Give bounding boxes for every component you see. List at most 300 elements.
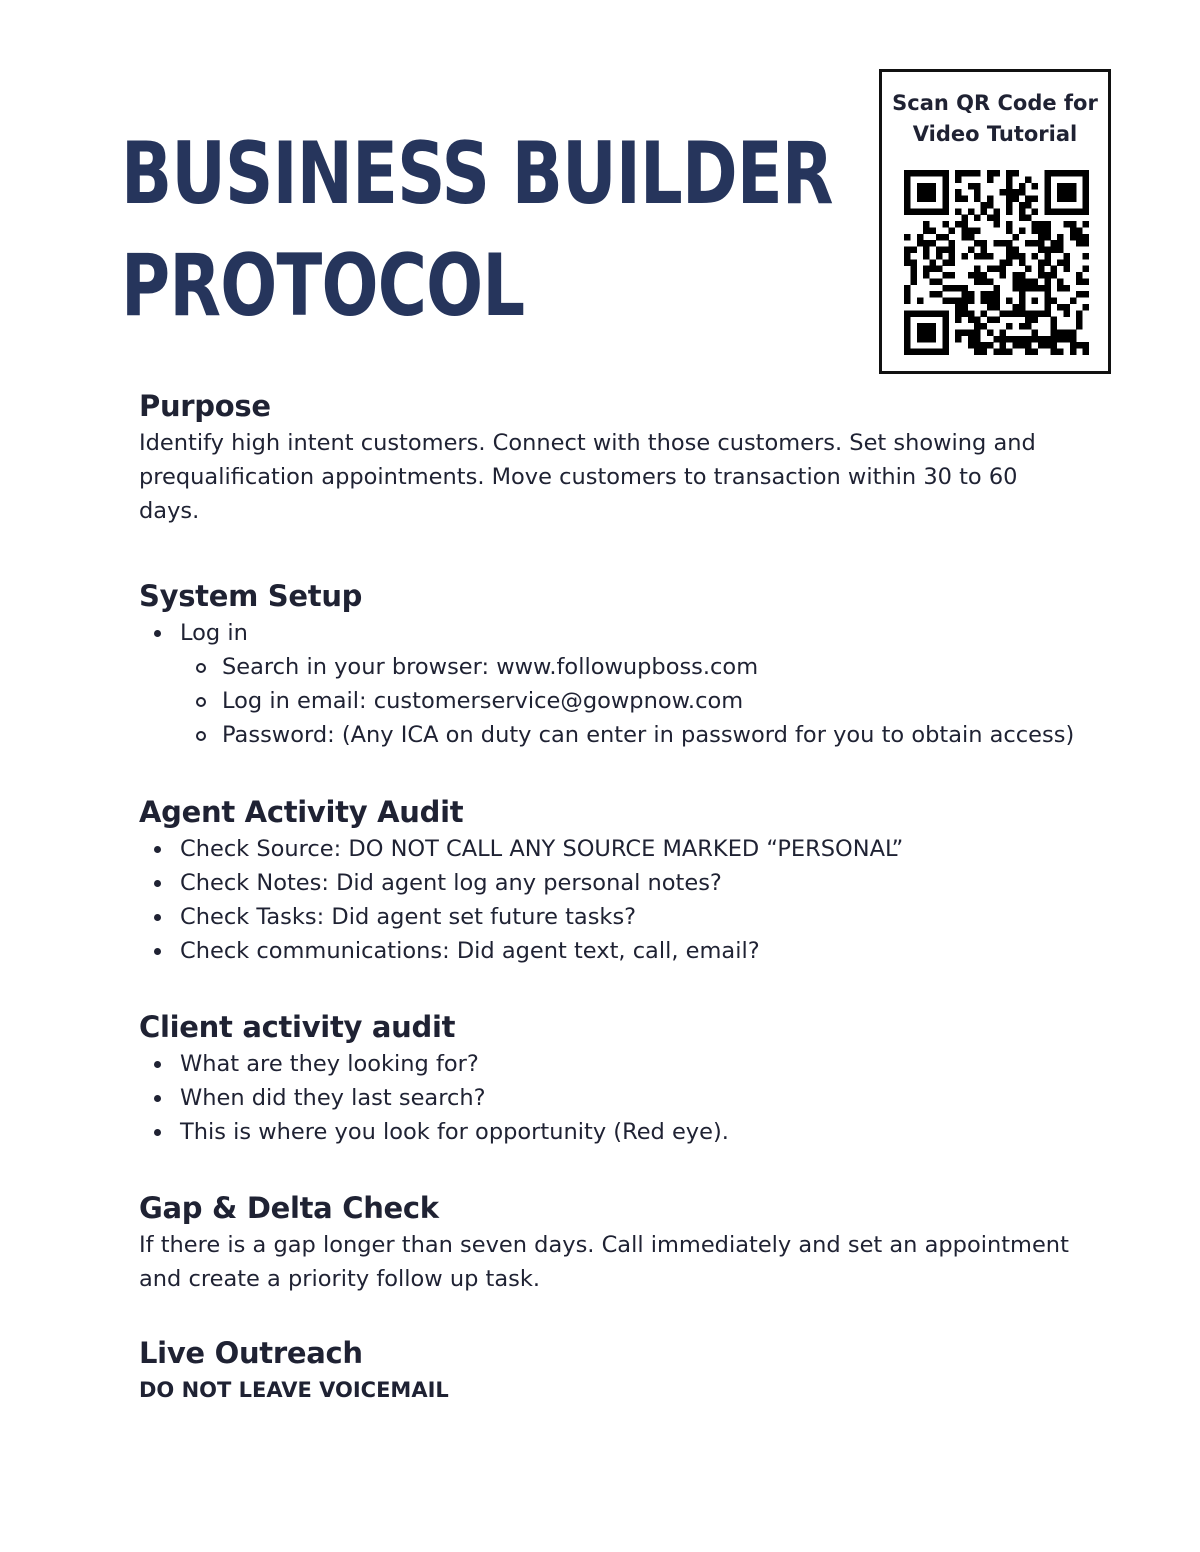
qr-module: [1025, 240, 1032, 247]
qr-module: [930, 189, 937, 196]
list-item: When did they last search?: [139, 1081, 1079, 1115]
qr-module: [1057, 196, 1064, 203]
qr-module: [942, 329, 949, 336]
client-audit-list: [139, 1047, 1079, 1149]
qr-module: [974, 196, 981, 203]
qr-module: [1076, 342, 1083, 349]
qr-module: [936, 291, 943, 298]
qr-module: [904, 329, 911, 336]
qr-module: [1025, 323, 1032, 330]
qr-module: [955, 304, 962, 311]
qr-module: [910, 266, 917, 273]
qr-module: [961, 291, 968, 298]
qr-module: [955, 189, 962, 196]
qr-module: [1083, 291, 1089, 298]
qr-module: [987, 291, 994, 298]
qr-module: [1019, 310, 1026, 317]
qr-module: [1070, 336, 1077, 343]
qr-module: [1063, 189, 1070, 196]
qr-module: [974, 317, 981, 324]
qr-module: [1051, 349, 1058, 355]
qr-module: [968, 298, 975, 305]
qr-module: [961, 310, 968, 317]
qr-module: [1063, 253, 1070, 260]
qr-module: [1006, 240, 1013, 247]
qr-module: [1083, 189, 1089, 196]
qr-module: [923, 272, 930, 279]
qr-module: [1038, 272, 1045, 279]
qr-module: [961, 304, 968, 311]
qr-module: [942, 189, 949, 196]
qr-module: [993, 291, 1000, 298]
qr-module: [974, 266, 981, 273]
qr-module: [1012, 342, 1019, 349]
qr-module: [904, 208, 911, 215]
qr-module: [1025, 310, 1032, 317]
qr-module: [1044, 234, 1051, 241]
qr-module: [936, 349, 943, 355]
qr-module: [1083, 170, 1089, 177]
qr-module: [1063, 259, 1070, 266]
qr-module: [1012, 272, 1019, 279]
qr-module: [1012, 247, 1019, 254]
qr-module: [974, 253, 981, 260]
qr-module: [993, 304, 1000, 311]
qr-module: [930, 291, 937, 298]
qr-module: [1032, 349, 1039, 355]
qr-module: [955, 329, 962, 336]
qr-module: [1032, 285, 1039, 292]
qr-module: [1044, 221, 1051, 228]
qr-module: [961, 253, 968, 260]
qr-module: [955, 310, 962, 317]
gap-check-heading: Gap & Delta Check: [139, 1191, 439, 1225]
qr-module: [1012, 196, 1019, 203]
qr-module: [1044, 259, 1051, 266]
qr-module: [936, 234, 943, 241]
qr-module: [949, 272, 956, 279]
qr-module: [1070, 298, 1077, 305]
client-activity-audit-section: [139, 1007, 1079, 1149]
qr-module: [1076, 240, 1083, 247]
qr-module: [1000, 342, 1007, 349]
qr-module: [923, 266, 930, 273]
qr-module: [961, 285, 968, 292]
qr-module: [987, 266, 994, 273]
qr-module: [1051, 247, 1058, 254]
qr-module: [1006, 227, 1013, 234]
qr-module: [910, 278, 917, 285]
qr-module: [981, 291, 988, 298]
qr-module: [942, 310, 949, 317]
qr-module: [1019, 189, 1026, 196]
qr-module: [904, 342, 911, 349]
gap-check-text: If there is a gap longer than seven days. Call immediately and set an appointment and create a priority follow up task.: [139, 1232, 1069, 1292]
qr-module: [930, 323, 937, 330]
qr-module: [974, 336, 981, 343]
qr-module: [987, 342, 994, 349]
qr-module: [930, 240, 937, 247]
qr-module: [949, 285, 956, 292]
qr-module: [1051, 272, 1058, 279]
qr-module: [1012, 253, 1019, 260]
qr-module: [910, 310, 917, 317]
qr-module: [942, 349, 949, 355]
qr-module: [904, 183, 911, 190]
qr-module: [961, 298, 968, 305]
qr-module: [974, 323, 981, 330]
qr-module: [955, 285, 962, 292]
qr-module: [1006, 189, 1013, 196]
qr-module: [923, 240, 930, 247]
agent-activity-audit-section: [139, 792, 1079, 968]
qr-module: [1044, 310, 1051, 317]
qr-module: [917, 240, 924, 247]
system-setup-list: [139, 616, 1079, 752]
page-title-line-1: BUSINESS BUILDER: [121, 124, 833, 224]
qr-module: [981, 247, 988, 254]
qr-module: [923, 189, 930, 196]
qr-module: [1083, 202, 1089, 209]
qr-module: [942, 317, 949, 324]
qr-module: [1012, 170, 1019, 177]
qr-module: [942, 298, 949, 305]
qr-code-panel: [879, 69, 1111, 374]
qr-module: [974, 240, 981, 247]
qr-module: [942, 221, 949, 228]
qr-module: [987, 170, 994, 177]
qr-module: [1000, 349, 1007, 355]
qr-module: [923, 336, 930, 343]
qr-module: [1000, 189, 1007, 196]
qr-module: [1070, 342, 1077, 349]
qr-module: [955, 221, 962, 228]
qr-module: [1006, 298, 1013, 305]
qr-module: [1076, 323, 1083, 330]
qr-module: [1006, 202, 1013, 209]
qr-module: [1006, 323, 1013, 330]
qr-module: [1076, 291, 1083, 298]
qr-module: [961, 215, 968, 222]
qr-module: [1032, 317, 1039, 324]
qr-module: [1044, 202, 1051, 209]
qr-module: [1038, 285, 1045, 292]
qr-module: [930, 170, 937, 177]
qr-module: [1083, 208, 1089, 215]
qr-module: [910, 247, 917, 254]
qr-module: [974, 170, 981, 177]
qr-module: [1019, 323, 1026, 330]
qr-module: [1063, 336, 1070, 343]
qr-module: [1000, 240, 1007, 247]
qr-module: [1076, 310, 1083, 317]
qr-module: [1019, 227, 1026, 234]
qr-module: [1006, 196, 1013, 203]
qr-module: [974, 189, 981, 196]
qr-module: [949, 240, 956, 247]
qr-module: [1083, 234, 1089, 241]
qr-module: [1025, 336, 1032, 343]
qr-module: [1019, 183, 1026, 190]
qr-module: [1019, 336, 1026, 343]
qr-module: [1032, 183, 1039, 190]
qr-module: [1019, 285, 1026, 292]
qr-module: [1019, 342, 1026, 349]
qr-module: [942, 342, 949, 349]
qr-module: [1051, 336, 1058, 343]
qr-module: [1000, 329, 1007, 336]
qr-module: [1032, 329, 1039, 336]
gap-delta-check-section: [139, 1188, 1079, 1296]
qr-module: [968, 291, 975, 298]
qr-module: [904, 196, 911, 203]
live-outreach-heading: Live Outreach: [139, 1336, 363, 1370]
qr-module: [981, 202, 988, 209]
qr-module: [1070, 349, 1077, 355]
qr-module: [942, 259, 949, 266]
qr-module: [1083, 278, 1089, 285]
qr-module: [930, 208, 937, 215]
qr-module: [1032, 221, 1039, 228]
qr-module: [904, 253, 911, 260]
qr-module: [1006, 336, 1013, 343]
qr-module: [981, 240, 988, 247]
qr-module: [923, 247, 930, 254]
qr-module: [1070, 189, 1077, 196]
qr-module: [993, 336, 1000, 343]
qr-module: [1025, 342, 1032, 349]
qr-module: [949, 253, 956, 260]
qr-module: [1044, 176, 1051, 183]
qr-module: [930, 196, 937, 203]
qr-module: [930, 227, 937, 234]
qr-module: [936, 310, 943, 317]
qr-module: [936, 208, 943, 215]
qr-module: [1032, 196, 1039, 203]
qr-module: [955, 336, 962, 343]
qr-module: [968, 317, 975, 324]
qr-module: [1038, 266, 1045, 273]
qr-module: [974, 183, 981, 190]
qr-module: [904, 202, 911, 209]
qr-module: [1006, 259, 1013, 266]
qr-module: [981, 310, 988, 317]
qr-module: [917, 183, 924, 190]
qr-module: [1063, 183, 1070, 190]
qr-module: [974, 342, 981, 349]
qr-module: [1057, 170, 1064, 177]
qr-module: [1012, 285, 1019, 292]
qr-module: [1051, 317, 1058, 324]
qr-module: [1006, 253, 1013, 260]
qr-module: [955, 298, 962, 305]
qr-module: [1070, 208, 1077, 215]
qr-module: [904, 170, 911, 177]
purpose-section: [139, 386, 1079, 528]
qr-module: [1057, 336, 1064, 343]
qr-module: [1083, 221, 1089, 228]
qr-module: [974, 329, 981, 336]
qr-module: [910, 208, 917, 215]
qr-module: [1057, 349, 1064, 355]
qr-module: [1051, 298, 1058, 305]
list-item: Check Notes: Did agent log any personal notes?: [139, 866, 1079, 900]
qr-module: [1032, 253, 1039, 260]
qr-module: [1051, 329, 1058, 336]
qr-module: [910, 272, 917, 279]
qr-module: [930, 349, 937, 355]
qr-module: [981, 278, 988, 285]
system-setup-section: [139, 576, 1079, 752]
qr-module: [981, 272, 988, 279]
qr-module: [993, 349, 1000, 355]
qr-module: [923, 196, 930, 203]
qr-module: [1044, 170, 1051, 177]
qr-module: [1076, 170, 1083, 177]
qr-module: [923, 208, 930, 215]
qr-module: [1019, 278, 1026, 285]
qr-module: [1006, 349, 1013, 355]
purpose-heading: Purpose: [139, 389, 271, 423]
qr-module: [993, 215, 1000, 222]
qr-module: [987, 215, 994, 222]
qr-module: [923, 310, 930, 317]
qr-module: [1076, 278, 1083, 285]
qr-module: [955, 176, 962, 183]
qr-module: [993, 317, 1000, 324]
qr-code-icon[interactable]: [904, 170, 1089, 355]
page-title: [121, 118, 833, 342]
qr-module: [949, 227, 956, 234]
qr-module: [968, 234, 975, 241]
list-item: [139, 616, 1079, 752]
qr-module: [1019, 253, 1026, 260]
qr-module: [1051, 240, 1058, 247]
qr-module: [1006, 247, 1013, 254]
list-item: What are they looking for?: [139, 1047, 1079, 1081]
qr-module: [904, 234, 911, 241]
qr-module: [1044, 272, 1051, 279]
qr-module: [974, 272, 981, 279]
qr-module: [942, 183, 949, 190]
login-steps-list: [180, 650, 1079, 752]
login-step-email: Log in email: customerservice@gowpnow.com: [180, 684, 1079, 718]
qr-module: [1076, 208, 1083, 215]
qr-module: [930, 278, 937, 285]
qr-module: [942, 196, 949, 203]
system-setup-heading: System Setup: [139, 579, 363, 613]
qr-module: [923, 323, 930, 330]
qr-module: [1019, 208, 1026, 215]
qr-module: [923, 183, 930, 190]
qr-module: [917, 329, 924, 336]
qr-module: [1032, 208, 1039, 215]
qr-module: [1038, 247, 1045, 254]
qr-module: [1006, 310, 1013, 317]
qr-module: [1044, 247, 1051, 254]
qr-module: [1025, 176, 1032, 183]
qr-module: [1019, 272, 1026, 279]
qr-module: [917, 298, 924, 305]
qr-module: [968, 227, 975, 234]
qr-module: [987, 176, 994, 183]
qr-module: [1032, 240, 1039, 247]
qr-module: [987, 317, 994, 324]
qr-module: [1063, 170, 1070, 177]
qr-module: [974, 278, 981, 285]
qr-module: [1025, 266, 1032, 273]
list-item: Check Source: DO NOT CALL ANY SOURCE MARKED “PERSONAL”: [139, 832, 1079, 866]
qr-module: [904, 349, 911, 355]
qr-module: [942, 202, 949, 209]
qr-module: [917, 234, 924, 241]
qr-module: [904, 317, 911, 324]
qr-module: [968, 272, 975, 279]
qr-module: [968, 170, 975, 177]
live-outreach-warning: DO NOT LEAVE VOICEMAIL: [139, 1378, 449, 1402]
qr-module: [1070, 196, 1077, 203]
qr-module: [987, 329, 994, 336]
qr-module: [904, 298, 911, 305]
qr-module: [1083, 304, 1089, 311]
qr-module: [1044, 227, 1051, 234]
agent-audit-heading: Agent Activity Audit: [139, 795, 464, 829]
qr-module: [930, 336, 937, 343]
qr-module: [1063, 310, 1070, 317]
qr-module: [1070, 183, 1077, 190]
qr-module: [1032, 278, 1039, 285]
qr-module: [961, 170, 968, 177]
qr-module: [1019, 304, 1026, 311]
qr-module: [968, 183, 975, 190]
qr-module: [1038, 221, 1045, 228]
qr-module: [981, 208, 988, 215]
qr-module: [1063, 304, 1070, 311]
qr-module: [1032, 298, 1039, 305]
qr-module: [981, 253, 988, 260]
qr-module: [1057, 285, 1064, 292]
qr-module: [1012, 234, 1019, 241]
protocol-content: [139, 386, 1079, 1407]
qr-module: [987, 298, 994, 305]
qr-module: [942, 272, 949, 279]
qr-module: [949, 259, 956, 266]
qr-module: [1019, 259, 1026, 266]
qr-module: [1019, 298, 1026, 305]
qr-module: [1025, 196, 1032, 203]
list-item: Check communications: Did agent text, call, email?: [139, 934, 1079, 968]
agent-audit-list: [139, 832, 1079, 968]
qr-module: [968, 310, 975, 317]
qr-module: [904, 291, 911, 298]
qr-module: [968, 342, 975, 349]
qr-module: [1025, 349, 1032, 355]
qr-module: [1032, 336, 1039, 343]
qr-module: [993, 221, 1000, 228]
qr-module: [1057, 183, 1064, 190]
qr-module: [1025, 317, 1032, 324]
qr-module: [1070, 234, 1077, 241]
qr-module: [1051, 170, 1058, 177]
qr-module: [1000, 259, 1007, 266]
qr-module: [942, 170, 949, 177]
qr-module: [1025, 285, 1032, 292]
qr-module: [1057, 304, 1064, 311]
qr-module: [1063, 329, 1070, 336]
qr-module: [987, 253, 994, 260]
qr-module: [961, 196, 968, 203]
qr-module: [936, 278, 943, 285]
